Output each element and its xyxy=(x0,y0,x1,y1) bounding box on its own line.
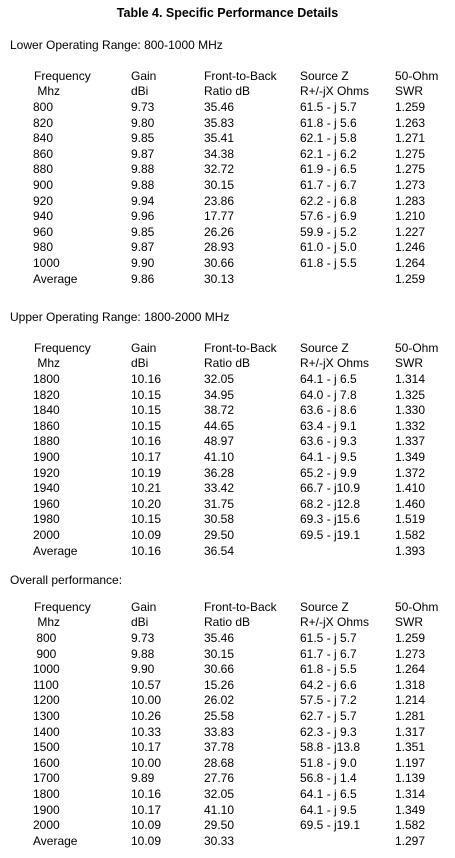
cell-swr: 1.582 xyxy=(395,528,426,542)
table-row xyxy=(0,388,455,402)
header-front-to-back: Front-to-Back xyxy=(204,600,277,614)
cell-front-to-back: 38.72 xyxy=(204,403,235,418)
table-row xyxy=(0,647,455,661)
cell-gain: 10.17 xyxy=(131,740,162,755)
column-header-units-row xyxy=(0,615,455,629)
cell-source-z: 59.9 - j 5.2 xyxy=(300,224,357,239)
cell-frequency: 1900 xyxy=(33,802,60,817)
cell-gain: 10.15 xyxy=(131,418,162,433)
cell-frequency: 1900 xyxy=(33,450,60,464)
header-swr: 50-Ohm xyxy=(395,69,439,83)
unit-dbi: dBi xyxy=(131,84,149,98)
table-row xyxy=(0,256,455,270)
cell-front-to-back: 48.97 xyxy=(204,434,235,449)
cell-gain: 10.19 xyxy=(131,465,162,480)
cell-swr: 1.318 xyxy=(395,677,426,692)
cell-front-to-back: 31.75 xyxy=(204,496,235,511)
cell-gain: 9.85 xyxy=(131,224,155,239)
table-row xyxy=(0,178,455,192)
unit-ohms: R+/-jX Ohms xyxy=(300,615,370,629)
cell-source-z: 61.9 - j 6.5 xyxy=(300,162,357,177)
cell-gain: 9.94 xyxy=(131,193,155,208)
cell-frequency: 1700 xyxy=(33,771,60,786)
cell-swr: 1.325 xyxy=(395,387,426,402)
table-row xyxy=(0,194,455,208)
cell-front-to-back: 41.10 xyxy=(204,802,235,817)
header-swr: 50-Ohm xyxy=(395,341,439,355)
table-row xyxy=(0,450,455,464)
table-row xyxy=(0,225,455,239)
cell-source-z: 64.1 - j 6.5 xyxy=(300,372,357,386)
cell-gain: 10.00 xyxy=(131,693,162,708)
cell-source-z: 62.3 - j 9.3 xyxy=(300,724,357,739)
section-title-upper: Upper Operating Range: 1800-2000 MHz xyxy=(10,310,230,324)
header-swr: 50-Ohm xyxy=(395,600,439,614)
cell-front-to-back: 30.13 xyxy=(204,271,235,286)
cell-frequency: Average xyxy=(33,271,78,286)
cell-front-to-back: 15.26 xyxy=(204,677,235,692)
cell-swr: 1.259 xyxy=(395,631,426,645)
cell-front-to-back: 35.83 xyxy=(204,115,235,130)
cell-gain: 10.33 xyxy=(131,724,162,739)
cell-frequency: 1200 xyxy=(33,693,60,708)
cell-swr: 1.332 xyxy=(395,418,426,433)
cell-gain: 9.87 xyxy=(131,146,155,161)
cell-frequency: 1300 xyxy=(33,709,60,723)
column-header-units-row xyxy=(0,356,455,370)
cell-source-z: 64.1 - j 9.5 xyxy=(300,802,357,817)
table-row xyxy=(0,466,455,480)
cell-swr: 1.273 xyxy=(395,178,426,192)
table-row xyxy=(0,497,455,511)
table-row xyxy=(0,631,455,645)
cell-swr: 1.297 xyxy=(395,833,426,848)
table-row xyxy=(0,725,455,739)
cell-swr: 1.582 xyxy=(395,818,426,833)
cell-front-to-back: 35.46 xyxy=(204,631,235,645)
cell-swr: 1.393 xyxy=(395,543,426,558)
cell-front-to-back: 36.28 xyxy=(204,465,235,480)
unit-ohms: R+/-jX Ohms xyxy=(300,84,370,98)
cell-swr: 1.214 xyxy=(395,693,426,708)
header-source-z: Source Z xyxy=(300,341,349,355)
cell-frequency: 1820 xyxy=(33,387,60,402)
cell-front-to-back: 37.78 xyxy=(204,740,235,755)
cell-front-to-back: 28.68 xyxy=(204,755,235,770)
unit-ohms: R+/-jX Ohms xyxy=(300,356,370,370)
header-frequency: Frequency xyxy=(34,600,91,614)
cell-swr: 1.263 xyxy=(395,115,426,130)
cell-source-z: 61.8 - j 5.5 xyxy=(300,256,357,270)
table-row xyxy=(0,787,455,801)
header-front-to-back: Front-to-Back xyxy=(204,69,277,83)
cell-gain: 10.15 xyxy=(131,387,162,402)
cell-source-z: 61.7 - j 6.7 xyxy=(300,178,357,192)
unit-ratio-db: Ratio dB xyxy=(204,615,251,629)
table-row xyxy=(0,818,455,832)
cell-source-z: 63.4 - j 9.1 xyxy=(300,418,357,433)
cell-frequency: Average xyxy=(33,833,78,848)
cell-gain: 10.15 xyxy=(131,512,162,527)
cell-swr: 1.264 xyxy=(395,662,426,677)
header-gain: Gain xyxy=(131,69,157,83)
cell-gain: 9.88 xyxy=(131,162,155,177)
cell-frequency: 900 xyxy=(33,178,54,192)
cell-gain: 10.15 xyxy=(131,403,162,418)
cell-swr: 1.259 xyxy=(395,100,426,114)
cell-source-z: 61.7 - j 6.7 xyxy=(300,646,357,661)
average-row xyxy=(0,272,455,286)
cell-gain: 10.17 xyxy=(131,802,162,817)
cell-frequency: 1980 xyxy=(33,512,60,527)
cell-gain: 10.20 xyxy=(131,496,162,511)
cell-gain: 10.09 xyxy=(131,528,162,542)
column-header-row xyxy=(0,600,455,614)
table-row xyxy=(0,740,455,754)
cell-gain: 9.90 xyxy=(131,256,155,270)
cell-frequency: 860 xyxy=(33,146,54,161)
cell-frequency: 1400 xyxy=(33,724,60,739)
unit-mhz: Mhz xyxy=(34,356,61,370)
cell-front-to-back: 34.95 xyxy=(204,387,235,402)
table-row xyxy=(0,434,455,448)
cell-frequency: 1960 xyxy=(33,496,60,511)
cell-swr: 1.314 xyxy=(395,372,426,386)
cell-source-z: 65.2 - j 9.9 xyxy=(300,465,357,480)
cell-source-z: 69.3 - j15.6 xyxy=(300,512,361,527)
table-row xyxy=(0,662,455,676)
cell-source-z: 62.2 - j 6.8 xyxy=(300,193,357,208)
average-row xyxy=(0,834,455,848)
cell-swr: 1.372 xyxy=(395,465,426,480)
cell-frequency: 1800 xyxy=(33,372,60,386)
cell-gain: 9.73 xyxy=(131,631,155,645)
cell-front-to-back: 33.83 xyxy=(204,724,235,739)
cell-frequency: 1000 xyxy=(33,662,60,677)
cell-front-to-back: 32.05 xyxy=(204,787,235,801)
table-row xyxy=(0,481,455,495)
cell-gain: 9.80 xyxy=(131,115,155,130)
cell-frequency: 2000 xyxy=(33,818,60,833)
cell-front-to-back: 44.65 xyxy=(204,418,235,433)
cell-gain: 9.88 xyxy=(131,178,155,192)
table-row xyxy=(0,147,455,161)
header-frequency: Frequency xyxy=(34,69,91,83)
cell-gain: 9.73 xyxy=(131,100,155,114)
table-row xyxy=(0,116,455,130)
cell-source-z: 61.5 - j 5.7 xyxy=(300,100,357,114)
cell-gain: 10.57 xyxy=(131,677,162,692)
cell-source-z: 63.6 - j 8.6 xyxy=(300,403,357,418)
cell-front-to-back: 41.10 xyxy=(204,450,235,464)
table-row xyxy=(0,240,455,254)
cell-gain: 9.96 xyxy=(131,209,155,224)
cell-front-to-back: 26.26 xyxy=(204,224,235,239)
cell-swr: 1.351 xyxy=(395,740,426,755)
cell-swr: 1.460 xyxy=(395,496,426,511)
cell-frequency: 840 xyxy=(33,131,54,146)
cell-swr: 1.210 xyxy=(395,209,426,224)
cell-frequency: 1500 xyxy=(33,740,60,755)
cell-frequency: 880 xyxy=(33,162,54,177)
cell-gain: 10.17 xyxy=(131,450,162,464)
cell-frequency: 1860 xyxy=(33,418,60,433)
average-row xyxy=(0,544,455,558)
cell-source-z: 66.7 - j10.9 xyxy=(300,481,361,496)
table-row xyxy=(0,131,455,145)
table-row xyxy=(0,209,455,223)
cell-frequency: 1600 xyxy=(33,755,60,770)
cell-swr: 1.317 xyxy=(395,724,426,739)
cell-frequency: 980 xyxy=(33,240,54,255)
cell-swr: 1.314 xyxy=(395,787,426,801)
table-row xyxy=(0,512,455,526)
cell-swr: 1.275 xyxy=(395,146,426,161)
cell-source-z: 68.2 - j12.8 xyxy=(300,496,361,511)
section-title-lower: Lower Operating Range: 800-1000 MHz xyxy=(10,38,223,52)
cell-front-to-back: 36.54 xyxy=(204,543,235,558)
cell-front-to-back: 30.66 xyxy=(204,256,235,270)
table-row xyxy=(0,528,455,542)
header-front-to-back: Front-to-Back xyxy=(204,341,277,355)
cell-front-to-back: 26.02 xyxy=(204,693,235,708)
cell-swr: 1.275 xyxy=(395,162,426,177)
table-title: Table 4. Specific Performance Details xyxy=(116,6,339,20)
header-gain: Gain xyxy=(131,341,157,355)
cell-source-z: 64.0 - j 7.8 xyxy=(300,387,357,402)
column-header-units-row xyxy=(0,84,455,98)
cell-frequency: 920 xyxy=(33,193,54,208)
cell-frequency: 1940 xyxy=(33,481,60,496)
cell-frequency: 1000 xyxy=(33,256,60,270)
cell-swr: 1.197 xyxy=(395,755,426,770)
cell-source-z: 62.1 - j 5.8 xyxy=(300,131,357,146)
cell-source-z: 61.5 - j 5.7 xyxy=(300,631,357,645)
cell-frequency: 960 xyxy=(33,224,54,239)
column-header-row xyxy=(0,69,455,83)
cell-source-z: 64.2 - j 6.6 xyxy=(300,677,357,692)
cell-gain: 10.00 xyxy=(131,755,162,770)
cell-swr: 1.283 xyxy=(395,193,426,208)
table-row xyxy=(0,709,455,723)
cell-gain: 10.26 xyxy=(131,709,162,723)
cell-frequency: 900 xyxy=(33,646,57,661)
cell-front-to-back: 33.42 xyxy=(204,481,235,496)
cell-swr: 1.259 xyxy=(395,271,426,286)
header-gain: Gain xyxy=(131,600,157,614)
cell-frequency: Average xyxy=(33,543,78,558)
cell-source-z: 51.8 - j 9.0 xyxy=(300,755,357,770)
cell-swr: 1.139 xyxy=(395,771,426,786)
unit-dbi: dBi xyxy=(131,615,149,629)
table-row xyxy=(0,100,455,114)
cell-front-to-back: 35.41 xyxy=(204,131,235,146)
cell-frequency: 1880 xyxy=(33,434,60,449)
cell-front-to-back: 34.38 xyxy=(204,146,235,161)
cell-frequency: 800 xyxy=(33,631,57,645)
table-row xyxy=(0,419,455,433)
cell-front-to-back: 32.72 xyxy=(204,162,235,177)
table-row xyxy=(0,678,455,692)
cell-swr: 1.349 xyxy=(395,802,426,817)
cell-source-z: 61.8 - j 5.6 xyxy=(300,115,357,130)
cell-frequency: 1840 xyxy=(33,403,60,418)
unit-mhz: Mhz xyxy=(34,84,61,98)
cell-swr: 1.281 xyxy=(395,709,426,723)
cell-swr: 1.271 xyxy=(395,131,426,146)
cell-frequency: 800 xyxy=(33,100,54,114)
unit-swr: SWR xyxy=(395,84,423,98)
cell-frequency: 940 xyxy=(33,209,54,224)
cell-front-to-back: 23.86 xyxy=(204,193,235,208)
header-source-z: Source Z xyxy=(300,600,349,614)
table-row xyxy=(0,756,455,770)
table-row xyxy=(0,403,455,417)
unit-swr: SWR xyxy=(395,356,423,370)
cell-front-to-back: 30.66 xyxy=(204,662,235,677)
cell-source-z: 61.0 - j 5.0 xyxy=(300,240,357,255)
cell-gain: 9.87 xyxy=(131,240,155,255)
unit-dbi: dBi xyxy=(131,356,149,370)
cell-front-to-back: 28.93 xyxy=(204,240,235,255)
cell-front-to-back: 27.76 xyxy=(204,771,235,786)
cell-gain: 10.16 xyxy=(131,543,162,558)
cell-gain: 10.21 xyxy=(131,481,162,496)
cell-swr: 1.246 xyxy=(395,240,426,255)
cell-gain: 9.88 xyxy=(131,646,155,661)
cell-front-to-back: 29.50 xyxy=(204,528,235,542)
cell-gain: 10.16 xyxy=(131,787,162,801)
table-row xyxy=(0,693,455,707)
cell-swr: 1.264 xyxy=(395,256,426,270)
cell-source-z: 63.6 - j 9.3 xyxy=(300,434,357,449)
cell-swr: 1.337 xyxy=(395,434,426,449)
cell-frequency: 1800 xyxy=(33,787,60,801)
cell-frequency: 1920 xyxy=(33,465,60,480)
cell-source-z: 57.5 - j 7.2 xyxy=(300,693,357,708)
cell-front-to-back: 30.15 xyxy=(204,646,235,661)
cell-frequency: 820 xyxy=(33,115,54,130)
cell-swr: 1.227 xyxy=(395,224,426,239)
cell-source-z: 69.5 - j19.1 xyxy=(300,528,361,542)
cell-source-z: 57.6 - j 6.9 xyxy=(300,209,357,224)
table-row xyxy=(0,803,455,817)
cell-gain: 9.90 xyxy=(131,662,155,677)
cell-source-z: 58.8 - j13.8 xyxy=(300,740,361,755)
unit-swr: SWR xyxy=(395,615,423,629)
cell-source-z: 62.7 - j 5.7 xyxy=(300,709,357,723)
cell-front-to-back: 30.33 xyxy=(204,833,235,848)
section-title-overall: Overall performance: xyxy=(10,573,123,587)
cell-front-to-back: 25.58 xyxy=(204,709,235,723)
cell-frequency: 1100 xyxy=(33,677,59,692)
unit-ratio-db: Ratio dB xyxy=(204,356,251,370)
cell-front-to-back: 17.77 xyxy=(204,209,235,224)
cell-gain: 10.09 xyxy=(131,818,162,833)
cell-source-z: 69.5 - j19.1 xyxy=(300,818,361,833)
cell-front-to-back: 30.58 xyxy=(204,512,235,527)
cell-swr: 1.410 xyxy=(395,481,426,496)
cell-gain: 9.89 xyxy=(131,771,155,786)
cell-gain: 10.16 xyxy=(131,372,162,386)
cell-frequency: 2000 xyxy=(33,528,60,542)
header-source-z: Source Z xyxy=(300,69,349,83)
cell-gain: 10.16 xyxy=(131,434,162,449)
cell-source-z: 64.1 - j 9.5 xyxy=(300,450,357,464)
table-row xyxy=(0,771,455,785)
table-row xyxy=(0,162,455,176)
cell-source-z: 62.1 - j 6.2 xyxy=(300,146,357,161)
cell-source-z: 64.1 - j 6.5 xyxy=(300,787,357,801)
column-header-row xyxy=(0,341,455,355)
cell-gain: 9.85 xyxy=(131,131,155,146)
cell-swr: 1.519 xyxy=(395,512,426,527)
cell-front-to-back: 30.15 xyxy=(204,178,235,192)
cell-swr: 1.330 xyxy=(395,403,426,418)
cell-gain: 10.09 xyxy=(131,833,162,848)
cell-front-to-back: 32.05 xyxy=(204,372,235,386)
cell-swr: 1.349 xyxy=(395,450,426,464)
header-frequency: Frequency xyxy=(34,341,91,355)
unit-mhz: Mhz xyxy=(34,615,61,629)
cell-gain: 9.86 xyxy=(131,271,155,286)
cell-source-z: 56.8 - j 1.4 xyxy=(300,771,357,786)
unit-ratio-db: Ratio dB xyxy=(204,84,251,98)
cell-front-to-back: 29.50 xyxy=(204,818,235,833)
table-row xyxy=(0,372,455,386)
cell-source-z: 61.8 - j 5.5 xyxy=(300,662,357,677)
cell-front-to-back: 35.46 xyxy=(204,100,235,114)
cell-swr: 1.273 xyxy=(395,646,426,661)
